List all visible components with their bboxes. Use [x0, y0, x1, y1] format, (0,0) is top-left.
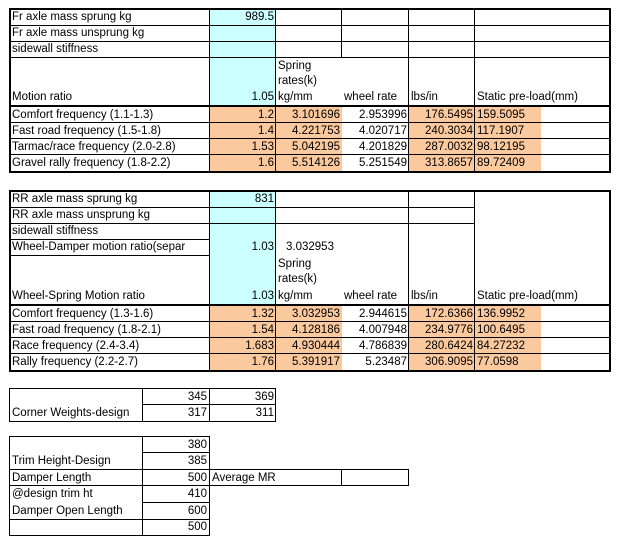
rear-spring-header-3: kg/mm	[278, 290, 313, 302]
rear-preload-value[interactable]: 100.6495	[475, 322, 541, 338]
rear-freq-value[interactable]: 1.76	[210, 354, 276, 370]
front-freq-value[interactable]: 1.6	[210, 155, 276, 171]
design-trim-value[interactable]: 410	[187, 488, 207, 500]
front-freq-label[interactable]: Fast road frequency (1.5-1.8)	[12, 125, 161, 137]
grid-line	[9, 388, 10, 422]
grid-line	[209, 388, 210, 422]
front-preload-header: Static pre-load(mm)	[477, 91, 578, 103]
grid-line	[9, 41, 611, 42]
front-wheel-value[interactable]: 2.953996	[359, 109, 407, 121]
grid-line	[9, 105, 611, 107]
grid-line	[142, 388, 143, 422]
rear-spring-motion-value[interactable]: 1.03	[251, 290, 274, 302]
rear-sidewall-label[interactable]: sidewall stiffness	[12, 225, 99, 237]
front-sprung-label[interactable]: Fr axle mass sprung kg	[12, 11, 132, 23]
front-spring-header-3: kg/mm	[278, 91, 313, 103]
rear-wheel-value[interactable]: 2.944615	[359, 308, 407, 320]
rear-spring-value[interactable]: 4.930444	[276, 338, 342, 354]
front-freq-value[interactable]: 1.4	[210, 123, 276, 139]
rear-spring-value[interactable]: 3.032953	[276, 306, 342, 322]
front-wheel-value[interactable]: 5.251549	[359, 157, 407, 169]
trim-height-value[interactable]: 385	[187, 455, 207, 467]
front-freq-value[interactable]: 1.53	[210, 139, 276, 155]
front-spring-value[interactable]: 5.042195	[276, 139, 342, 155]
rear-freq-value[interactable]: 1.54	[210, 322, 276, 338]
front-lbs-value[interactable]: 287.0032	[409, 139, 475, 155]
front-motion-ratio-label[interactable]: Motion ratio	[12, 91, 73, 103]
grid-line	[275, 8, 276, 173]
grid-line	[9, 223, 475, 224]
rear-damper-ratio-extra[interactable]: 3.032953	[286, 241, 334, 253]
grid-line	[9, 370, 611, 372]
grid-line	[143, 452, 210, 453]
rear-wheel-value[interactable]: 4.786839	[359, 340, 407, 352]
front-freq-value[interactable]: 1.2	[210, 107, 276, 123]
front-wheel-rate-header: wheel rate	[344, 91, 398, 103]
grid-line	[9, 519, 210, 520]
damper-open-label[interactable]: Damper Open Length	[12, 505, 123, 517]
grid-line	[9, 57, 611, 58]
grid-line	[9, 190, 611, 192]
damper-length-label[interactable]: Damper Length	[12, 472, 92, 484]
rear-freq-value[interactable]: 1.32	[210, 306, 276, 322]
grid-line	[9, 138, 611, 139]
grid-line	[9, 321, 611, 322]
grid-line	[9, 207, 475, 208]
rear-freq-label[interactable]: Race frequency (2.4-3.4)	[12, 340, 140, 352]
average-mr-label[interactable]: Average MR	[212, 472, 276, 484]
grid-line	[9, 436, 10, 536]
grid-line	[142, 436, 143, 536]
design-trim-label[interactable]: @design trim ht	[12, 488, 93, 500]
rear-freq-label[interactable]: Comfort frequency (1.3-1.6)	[12, 308, 154, 320]
grid-line	[143, 502, 210, 503]
rear-lbs-header: lbs/in	[411, 290, 438, 302]
rear-freq-label[interactable]: Fast road frequency (1.8-2.1)	[12, 324, 161, 336]
grid-line	[9, 8, 611, 10]
front-lbs-value[interactable]: 176.5495	[409, 107, 475, 123]
rear-sprung-label[interactable]: RR axle mass sprung kg	[12, 193, 138, 205]
grid-line	[408, 8, 409, 173]
corner-top-right[interactable]: 369	[254, 391, 274, 403]
corner-bottom-left[interactable]: 317	[187, 407, 207, 419]
rear-unsprung-label[interactable]: RR axle mass unsprung kg	[12, 209, 151, 221]
grid-line	[9, 535, 210, 536]
grid-line	[408, 469, 409, 486]
grid-line	[9, 436, 210, 437]
rear-preload-value[interactable]: 77.0598	[475, 354, 541, 370]
grid-line	[408, 190, 409, 372]
grid-line	[9, 337, 611, 338]
grid-line	[9, 25, 611, 26]
rear-wheel-value[interactable]: 4.007948	[359, 324, 407, 336]
front-lbs-header: lbs/in	[411, 91, 438, 103]
grid-line	[341, 8, 342, 58]
trim-value-1[interactable]: 380	[187, 439, 207, 451]
front-preload-value[interactable]: 98.12195	[475, 139, 541, 155]
grid-line	[9, 190, 11, 372]
front-spring-value[interactable]: 3.101696	[276, 107, 342, 123]
grid-line	[9, 304, 611, 306]
rear-preload-value[interactable]: 84.27232	[475, 338, 541, 354]
rear-damper-ratio-value[interactable]: 1.03	[251, 241, 274, 253]
rear-wheel-rate-header: wheel rate	[344, 290, 398, 302]
grid-line	[609, 8, 611, 173]
rear-lbs-value[interactable]: 172.6366	[409, 306, 475, 322]
front-wheel-value[interactable]: 4.201829	[359, 141, 407, 153]
grid-line	[209, 8, 210, 173]
grid-line	[275, 190, 276, 372]
front-preload-value[interactable]: 117.1907	[475, 123, 541, 139]
trim-value-6[interactable]: 500	[187, 521, 207, 533]
front-sprung-value[interactable]: 989.5	[245, 11, 274, 23]
front-freq-label[interactable]: Comfort frequency (1.1-1.3)	[12, 109, 154, 121]
front-motion-ratio-value[interactable]: 1.05	[251, 91, 274, 103]
rear-preload-header: Static pre-load(mm)	[477, 290, 578, 302]
front-lbs-value[interactable]: 240.3034	[409, 123, 475, 139]
front-wheel-value[interactable]: 4.020717	[359, 125, 407, 137]
grid-line	[9, 255, 209, 256]
front-spring-value[interactable]: 4.221753	[276, 123, 342, 139]
trim-height-label[interactable]: Trim Height-Design	[12, 455, 111, 467]
damper-open-value[interactable]: 600	[187, 505, 207, 517]
front-spring-value[interactable]: 5.514126	[276, 155, 342, 171]
rear-lbs-value[interactable]: 280.6424	[409, 338, 475, 354]
front-spring-header-2: rates(k)	[278, 75, 317, 87]
rear-lbs-value[interactable]: 306.9095	[409, 354, 475, 370]
front-unsprung-label[interactable]: Fr axle mass unsprung kg	[12, 27, 145, 39]
rear-freq-value[interactable]: 1.683	[210, 338, 276, 354]
rear-wheel-value[interactable]: 5.23487	[365, 356, 407, 368]
rear-sprung-value[interactable]: 831	[254, 193, 274, 205]
grid-line	[609, 190, 611, 372]
rear-freq-label[interactable]: Rally frequency (2.2-2.7)	[12, 356, 138, 368]
front-preload-value[interactable]: 89.72409	[475, 155, 541, 171]
grid-line	[474, 8, 475, 173]
corner-bottom-right[interactable]: 311	[255, 407, 274, 419]
rear-spring-header-2: rates(k)	[278, 273, 317, 285]
front-sidewall-label[interactable]: sidewall stiffness	[12, 43, 99, 55]
corner-weights-label[interactable]: Corner Weights-design	[12, 407, 130, 419]
front-lbs-value[interactable]: 313.8657	[409, 155, 475, 171]
rear-spring-value[interactable]: 5.391917	[276, 354, 342, 370]
front-preload-value[interactable]: 159.5095	[475, 107, 541, 123]
rear-spring-header-1: Spring	[278, 258, 312, 270]
front-freq-label[interactable]: Tarmac/race frequency (2.0-2.8)	[12, 141, 176, 153]
corner-top-left[interactable]: 345	[187, 391, 207, 403]
grid-line	[9, 171, 611, 173]
rear-lbs-value[interactable]: 234.9776	[409, 322, 475, 338]
grid-line	[275, 388, 276, 422]
grid-line	[9, 239, 209, 240]
grid-line	[209, 436, 210, 536]
grid-line	[9, 122, 611, 123]
damper-length-value[interactable]: 500	[187, 472, 207, 484]
front-freq-label[interactable]: Gravel rally frequency (1.8-2.2)	[12, 157, 171, 169]
grid-line	[474, 190, 475, 372]
grid-line	[9, 8, 11, 173]
rear-spring-motion-label[interactable]: Wheel-Spring Motion ratio	[12, 290, 145, 302]
grid-line	[341, 469, 342, 486]
front-spring-header-1: Spring	[278, 60, 312, 72]
grid-line	[209, 190, 210, 372]
grid-line	[9, 154, 611, 155]
rear-spring-value[interactable]: 4.128186	[276, 322, 342, 338]
rear-preload-value[interactable]: 136.9952	[475, 306, 541, 322]
grid-line	[9, 353, 611, 354]
rear-damper-ratio-label[interactable]: Wheel-Damper motion ratio(separ	[12, 241, 186, 253]
